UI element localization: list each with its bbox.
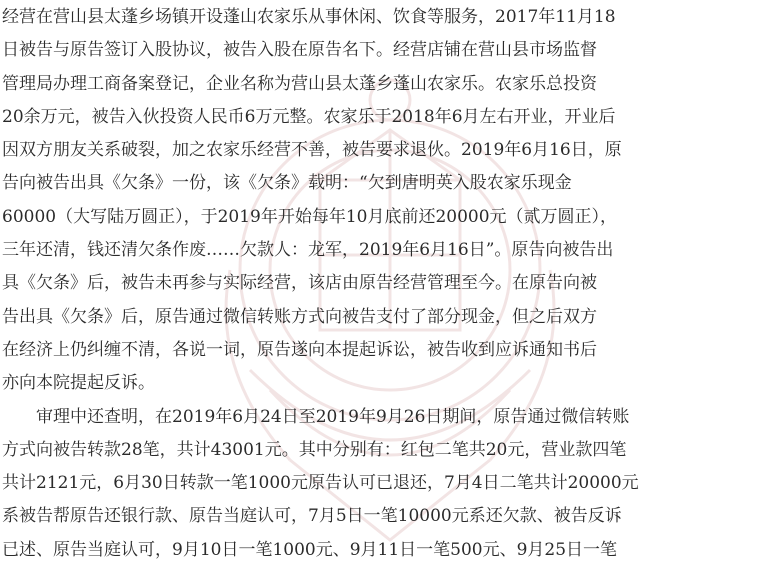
text-line: 具《欠条》后，被告未再参与实际经营，该店由原告经营管理至今。在原告向被 <box>2 273 597 294</box>
text-line: 审理中还查明，在2019年6月24日至2019年9月26日期间，原告通过微信转账 <box>2 406 630 427</box>
text-line: 在经济上仍纠缠不清，各说一词，原告遂向本提起诉讼，被告收到应诉通知书后 <box>2 339 597 360</box>
text-line: 告出具《欠条》后，原告通过微信转账方式向被告支付了部分现金，但之后双方 <box>2 306 597 327</box>
text-line: 共计2121元，6月30日转款一笔1000元原告认可已退还，7月4日二笔共计20000元 <box>2 473 639 494</box>
text-line: 经营在营山县太蓬乡场镇开设蓬山农家乐从事休闲、饮食等服务，2017年11月18 <box>2 7 616 27</box>
text-line: 管理局办理工商备案登记，企业名称为营山县太蓬乡蓬山农家乐。农家乐总投资 <box>2 73 597 94</box>
text-line: 告向被告出具《欠条》一份，该《欠条》载明：“欠到唐明英入股农家乐现金 <box>2 173 572 194</box>
text-line: 20余万元，被告入伙投资人民币6万元整。农家乐于2018年6月左右开业，开业后 <box>2 106 616 127</box>
text-line: 三年还清，钱还清欠条作废……欠款人：龙军，2019年6月16日”。原告向被告出 <box>2 240 614 261</box>
text-line: 已述、原告当庭认可，9月10日一笔1000元、9月11日一笔500元、9月25日一笔 <box>2 539 618 560</box>
text-line: 系被告帮原告还银行款、原告当庭认可，7月5日一笔10000元系还欠款、被告反诉 <box>2 506 622 527</box>
text-line: 亦向本院提起反诉。 <box>2 373 155 394</box>
text-line: 日被告与原告签订入股协议，被告入股在原告名下。经营店铺在营山县市场监督 <box>2 40 597 61</box>
text-line: 因双方朋友关系破裂，加之农家乐经营不善，被告要求退伙。2019年6月16日，原 <box>2 140 622 161</box>
text-line: 60000（大写陆万圆正），于2019年开始每年10月底前还20000元（贰万圆正）， <box>2 206 618 227</box>
text-line: 方式向被告转款28笔，共计43001元。其中分别有：红包二笔共20元，营业款四笔 <box>2 439 627 460</box>
